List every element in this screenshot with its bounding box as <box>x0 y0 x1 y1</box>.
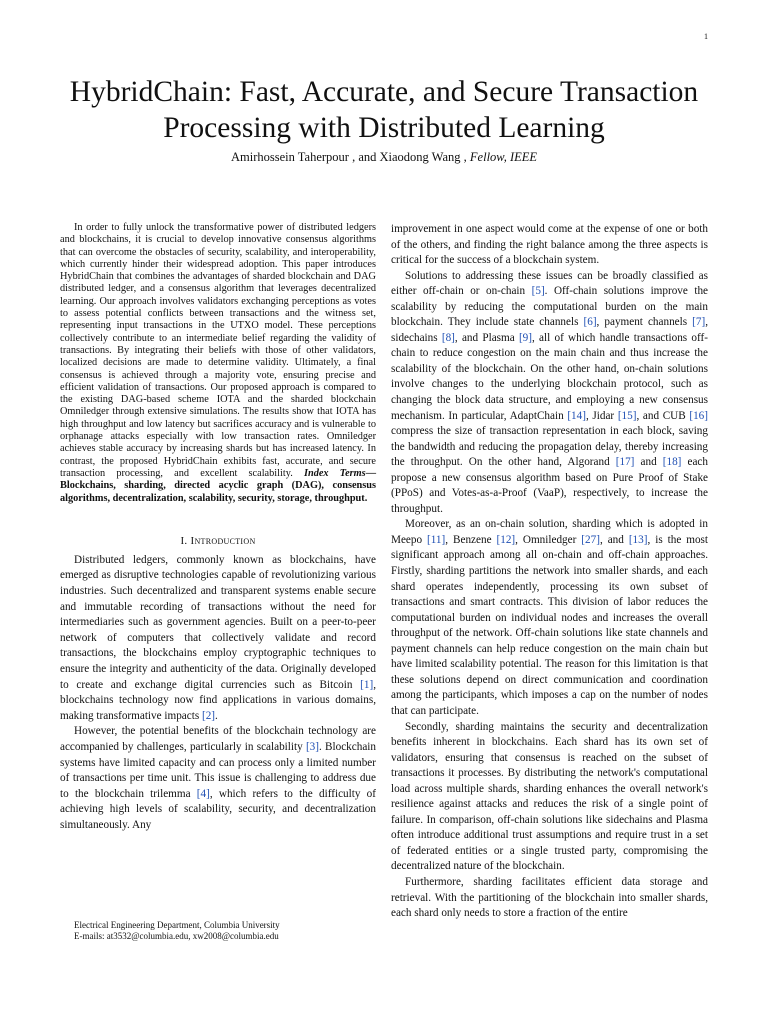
text-run: However, the potential benefits of the blockchain technology are accompanied by challenges, particularly in scalability <box>60 725 376 753</box>
right-paragraph-4: Secondly, sharding maintains the security and decentralization benefits inherent in blockchains. Each shard has its own set of validators, ensuring that consensus is reached on the subset of transactions it processes. By distributing the network's computational load across multiple shards, sharding enhances the overall network's resilience against attacks and reduces the risk of a single point of failure. In comparison, off-chain solutions like sidechains and Plasma often introduce additional trust assumptions and require trust in a set of federated entities or a single trusted party, compromising the decentralized nature of the blockchain. <box>391 720 708 873</box>
text-run: each propose a new consensus algorithm based on Pure Proof of Stake (PPoS) and Votes-as-a-Proof (VaaP), respectively, to increase the throughput. <box>391 456 708 515</box>
citation-link[interactable]: [9] <box>518 331 532 344</box>
section-heading-introduction: I. Introduction <box>180 534 256 547</box>
citation-link[interactable]: [18] <box>662 456 682 469</box>
index-terms-label: Index Terms <box>303 467 366 479</box>
citation-link[interactable]: [6] <box>583 316 597 329</box>
text-run: , and <box>599 533 629 546</box>
paper-title: HybridChain: Fast, Accurate, and Secure Transaction Processing with Distributed Learning <box>69 76 699 144</box>
text-run: , sidechains <box>391 316 709 344</box>
text-run: , blockchains technology now find applications in various domains, making transformative impacts <box>60 678 376 722</box>
right-paragraph-3 <box>391 517 708 719</box>
citation-link[interactable]: [5] <box>531 285 545 298</box>
text-run: , is the most significant approach among all on-chain and off-chain approaches. Firstly, sharding partitions the network into smaller shards, and each shard operates independently, processing its own subset of transactions and smart contracts. This division of labor reduces the computational burden on individual nodes and increases the overall throughput of the network. Off-chain solutions like state channels and payment channels can help reduce congestion on the main chain but have limited scalability potential. The reason for this limitation is that these solutions depend on direct communication and coordination among the participants, which imposes a cap on the number of nodes that can participate. <box>391 533 709 717</box>
intro-paragraph-1 <box>60 553 376 725</box>
citation-link[interactable]: [15] <box>617 409 637 422</box>
page-number: 1 <box>704 32 708 41</box>
text-run: , which refers to the difficulty of achieving high levels of scalability, security, and decentralization simultaneously. Any <box>60 787 376 831</box>
right-paragraph-2 <box>391 269 708 518</box>
text-run: . Off-chain solutions improve the scalability by reducing the computational burden on the main blockchain. They include state channels <box>391 285 708 329</box>
footnote-emails: E-mails: at3532@columbia.edu, xw2008@columbia.edu <box>74 931 279 941</box>
text-run: , Jidar <box>585 409 618 422</box>
right-column <box>391 222 708 922</box>
citation-link[interactable]: [14] <box>567 409 586 422</box>
text-run: , payment channels <box>596 316 693 329</box>
text-run: Distributed ledgers, commonly known as blockchains, have emerged as disruptive technologies capable of revolutionizing various industries. Such decentralized and transparent systems enable secure and immutable recording of transactions without the need for intermediaries such as government agencies. Built on a peer-to-peer network of computers that collectively validate and record transactions, the blockchains employ cryptographic techniques to ensure the integrity and authenticity of the data. Originally developed to create and exchange digital currencies such as Bitcoin <box>60 553 376 691</box>
citation-link[interactable]: [16] <box>689 409 708 422</box>
text-run: . <box>215 709 218 722</box>
abstract-text: In order to fully unlock the transformative power of distributed ledgers and blockchains, it is crucial to develop innovative consensus algorithms that can overcome the obstacles of security, scalability, and interoperability, which currently hinder their widespread adoption. This paper introduces HybridChain that combines the advantages of sharded blockchain and DAG distributed ledger, and a consensus algorithm that leverages decentralized learning. Our approach involves validators exchanging perceptions as votes to assess potential conflicts between transactions and the witness set, representing input transactions in the UTXO model. These perceptions collectively contribute to an intermediate belief regarding the validity of transactions. By integrating their beliefs with those of other validators, localized decisions are made to determine validity. Ultimately, a final consensus is achieved through a majority vote, ensuring precise and efficient validation of transactions. Our proposed approach is compared to the existing DAG-based scheme IOTA and the sharded blockchain Omniledger through extensive simulations. The results show that IOTA has high throughput and low latency but sacrifices accuracy and is vulnerable to orphanage attacks especially with low transaction rates. Omniledger achieves stable accuracy by increasing shards but has increased latency. In contrast, the proposed HybridChain exhibits fast, accurate, and secure transaction processing, and excellent scalability. <box>60 222 376 479</box>
intro-paragraph-2 <box>60 724 376 833</box>
text-run: , and Plasma <box>454 331 519 344</box>
text-run: Moreover, as an on-chain solution, sharding which is adopted in Meepo <box>391 518 708 546</box>
abstract <box>60 222 376 505</box>
right-paragraph-1: improvement in one aspect would come at the expense of one or both of the others, and finding the right balance among the three aspects is critical for the success of a blockchain system. <box>391 223 708 267</box>
citation-link[interactable]: [11] <box>427 533 446 546</box>
index-terms: —Blockchains, sharding, directed acyclic graph (DAG), consensus algorithms, decentralization, scalability, security, storage, throughput. <box>60 467 376 504</box>
text-run: Solutions to addressing these issues can be broadly classified as either off-chain or on-chain <box>391 269 708 298</box>
author-affiliation: Fellow, IEEE <box>469 150 538 164</box>
citation-link[interactable]: [17] <box>615 456 635 469</box>
citation-link[interactable]: [27] <box>581 533 600 546</box>
citation-link[interactable]: [7] <box>692 316 706 329</box>
text-run: and <box>634 456 663 469</box>
citation-link[interactable]: [2] <box>201 709 216 722</box>
citation-link[interactable]: [12] <box>496 533 516 546</box>
left-column <box>60 222 376 834</box>
author-names: Amirhossein Taherpour , and Xiaodong Wang , <box>230 150 467 164</box>
text-run: compress the size of transaction representation in each block, saving the bandwidth and reducing the propagation delay, thereby increasing the throughput. On the other hand, Algorand <box>391 425 708 469</box>
right-paragraph-5: Furthermore, sharding facilitates efficient data storage and retrieval. With the partitioning of the blockchain into smaller shards, each shard only needs to store a fraction of the entire <box>391 875 708 920</box>
citation-link[interactable]: [8] <box>441 331 455 344</box>
footnote <box>60 920 376 942</box>
text-run: , Benzene <box>445 533 497 546</box>
text-run: , Omniledger <box>515 533 582 546</box>
citation-link[interactable]: [4] <box>196 787 210 800</box>
footnote-affiliation: Electrical Engineering Department, Columbia University <box>74 920 280 930</box>
author-line <box>40 150 728 165</box>
citation-link[interactable]: [3] <box>305 740 319 753</box>
text-run: , and CUB <box>636 409 690 422</box>
citation-link[interactable]: [1] <box>360 678 374 691</box>
text-run: . Blockchain systems have limited capacity and can process only a limited number of transactions per time unit. This issue is challenging to address due to the blockchain trilemma <box>60 740 376 800</box>
citation-link[interactable]: [13] <box>628 533 648 546</box>
text-run: , all of which handle transactions off-chain to reduce congestion on the main chain and thus increase the scalability of the blockchain. On the other hand, on-chain solutions involve changes to the underlying blockchain protocol, such as changing the block data structure, and employing a new consensus mechanism. In particular, AdaptChain <box>391 331 708 422</box>
